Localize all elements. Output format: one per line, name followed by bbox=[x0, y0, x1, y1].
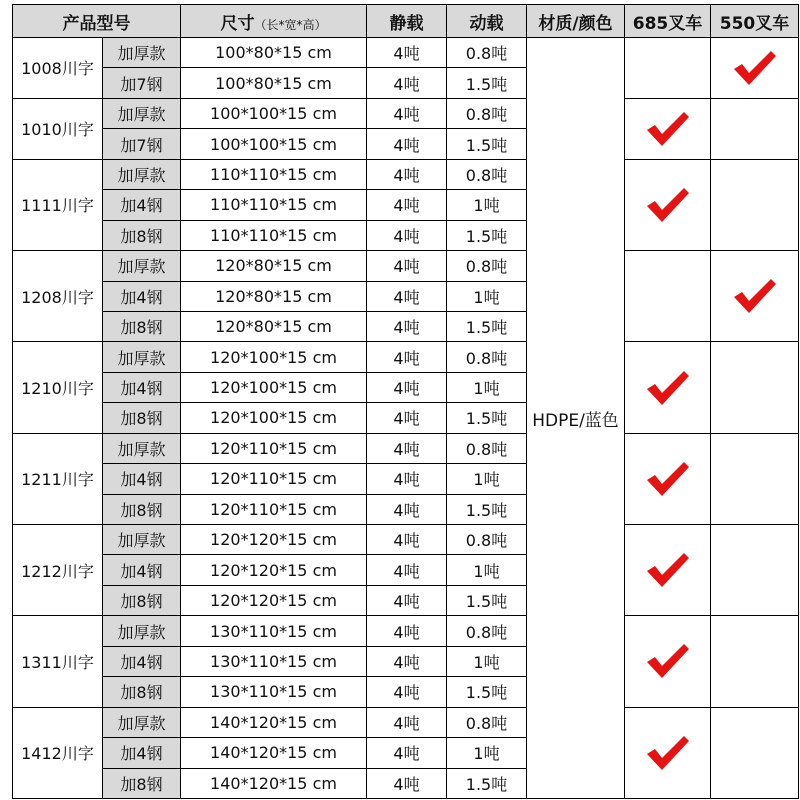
size-cell: 110*110*15 cm bbox=[181, 159, 367, 189]
forklift-685-cell bbox=[625, 433, 711, 524]
static-load-cell: 4吨 bbox=[367, 525, 447, 555]
header-forklift-550: 550叉车 bbox=[711, 5, 799, 38]
static-load-cell: 4吨 bbox=[367, 129, 447, 159]
dynamic-load-cell: 0.8吨 bbox=[447, 525, 527, 555]
size-cell: 130*110*15 cm bbox=[181, 616, 367, 646]
dynamic-load-cell: 1吨 bbox=[447, 372, 527, 402]
variant-cell: 加8钢 bbox=[103, 494, 181, 524]
size-cell: 120*120*15 cm bbox=[181, 525, 367, 555]
check-icon bbox=[645, 110, 691, 148]
check-icon bbox=[645, 369, 691, 407]
size-cell: 140*120*15 cm bbox=[181, 768, 367, 799]
forklift-550-cell bbox=[711, 38, 799, 99]
static-load-cell: 4吨 bbox=[367, 251, 447, 281]
variant-cell: 加厚款 bbox=[103, 525, 181, 555]
header-size-label: 尺寸 bbox=[220, 13, 255, 34]
size-cell: 100*100*15 cm bbox=[181, 129, 367, 159]
size-cell: 120*110*15 cm bbox=[181, 433, 367, 463]
size-cell: 100*80*15 cm bbox=[181, 38, 367, 68]
table-row bbox=[13, 433, 799, 463]
static-load-cell: 4吨 bbox=[367, 616, 447, 646]
check-icon bbox=[645, 551, 691, 589]
static-load-cell: 4吨 bbox=[367, 311, 447, 341]
static-load-cell: 4吨 bbox=[367, 555, 447, 585]
dynamic-load-cell: 0.8吨 bbox=[447, 98, 527, 128]
variant-cell: 加8钢 bbox=[103, 677, 181, 707]
dynamic-load-cell: 1.5吨 bbox=[447, 585, 527, 615]
forklift-685-cell bbox=[625, 525, 711, 616]
model-cell: 1212川字 bbox=[13, 525, 103, 616]
size-cell: 120*80*15 cm bbox=[181, 281, 367, 311]
size-cell: 130*110*15 cm bbox=[181, 677, 367, 707]
variant-cell: 加4钢 bbox=[103, 555, 181, 585]
table-row bbox=[13, 616, 799, 646]
forklift-685-cell bbox=[625, 342, 711, 433]
size-cell: 120*120*15 cm bbox=[181, 555, 367, 585]
dynamic-load-cell: 0.8吨 bbox=[447, 38, 527, 68]
size-cell: 100*80*15 cm bbox=[181, 68, 367, 98]
forklift-550-cell bbox=[711, 251, 799, 342]
forklift-685-cell bbox=[625, 251, 711, 342]
static-load-cell: 4吨 bbox=[367, 464, 447, 494]
size-cell: 120*80*15 cm bbox=[181, 311, 367, 341]
variant-cell: 加厚款 bbox=[103, 342, 181, 372]
static-load-cell: 4吨 bbox=[367, 585, 447, 615]
header-dynamic-load: 动载 bbox=[447, 5, 527, 38]
variant-cell: 加厚款 bbox=[103, 251, 181, 281]
static-load-cell: 4吨 bbox=[367, 220, 447, 250]
static-load-cell: 4吨 bbox=[367, 403, 447, 433]
check-icon bbox=[645, 734, 691, 772]
table-row bbox=[13, 251, 799, 281]
table-row bbox=[13, 38, 799, 68]
variant-cell: 加8钢 bbox=[103, 311, 181, 341]
forklift-550-cell bbox=[711, 159, 799, 250]
size-cell: 120*110*15 cm bbox=[181, 464, 367, 494]
table-row bbox=[13, 525, 799, 555]
size-cell: 110*110*15 cm bbox=[181, 220, 367, 250]
dynamic-load-cell: 1吨 bbox=[447, 190, 527, 220]
size-cell: 100*100*15 cm bbox=[181, 98, 367, 128]
check-icon bbox=[645, 460, 691, 498]
dynamic-load-cell: 1吨 bbox=[447, 738, 527, 768]
header-forklift-685: 685叉车 bbox=[625, 5, 711, 38]
size-cell: 140*120*15 cm bbox=[181, 707, 367, 737]
size-cell: 140*120*15 cm bbox=[181, 738, 367, 768]
variant-cell: 加8钢 bbox=[103, 403, 181, 433]
dynamic-load-cell: 0.8吨 bbox=[447, 251, 527, 281]
variant-cell: 加厚款 bbox=[103, 707, 181, 737]
model-cell: 1211川字 bbox=[13, 433, 103, 524]
dynamic-load-cell: 1吨 bbox=[447, 464, 527, 494]
variant-cell: 加4钢 bbox=[103, 646, 181, 676]
header-row bbox=[13, 5, 799, 38]
static-load-cell: 4吨 bbox=[367, 372, 447, 402]
static-load-cell: 4吨 bbox=[367, 646, 447, 676]
static-load-cell: 4吨 bbox=[367, 738, 447, 768]
static-load-cell: 4吨 bbox=[367, 433, 447, 463]
forklift-550-cell bbox=[711, 525, 799, 616]
table-row bbox=[13, 159, 799, 189]
variant-cell: 加8钢 bbox=[103, 768, 181, 799]
dynamic-load-cell: 0.8吨 bbox=[447, 433, 527, 463]
forklift-550-cell bbox=[711, 707, 799, 798]
variant-cell: 加7钢 bbox=[103, 68, 181, 98]
header-size-sub: （长*宽*高） bbox=[254, 17, 327, 32]
model-cell: 1412川字 bbox=[13, 707, 103, 798]
forklift-685-cell bbox=[625, 707, 711, 798]
spec-table bbox=[12, 4, 799, 799]
static-load-cell: 4吨 bbox=[367, 98, 447, 128]
variant-cell: 加8钢 bbox=[103, 220, 181, 250]
dynamic-load-cell: 1.5吨 bbox=[447, 677, 527, 707]
forklift-550-cell bbox=[711, 342, 799, 433]
variant-cell: 加厚款 bbox=[103, 433, 181, 463]
forklift-685-cell bbox=[625, 98, 711, 159]
forklift-685-cell bbox=[625, 38, 711, 99]
dynamic-load-cell: 0.8吨 bbox=[447, 159, 527, 189]
dynamic-load-cell: 1.5吨 bbox=[447, 220, 527, 250]
table-body bbox=[13, 38, 799, 799]
variant-cell: 加厚款 bbox=[103, 616, 181, 646]
static-load-cell: 4吨 bbox=[367, 159, 447, 189]
variant-cell: 加7钢 bbox=[103, 129, 181, 159]
header-size bbox=[181, 5, 367, 38]
size-cell: 120*80*15 cm bbox=[181, 251, 367, 281]
variant-cell: 加4钢 bbox=[103, 464, 181, 494]
size-cell: 120*110*15 cm bbox=[181, 494, 367, 524]
static-load-cell: 4吨 bbox=[367, 342, 447, 372]
dynamic-load-cell: 0.8吨 bbox=[447, 616, 527, 646]
dynamic-load-cell: 1吨 bbox=[447, 281, 527, 311]
size-cell: 110*110*15 cm bbox=[181, 190, 367, 220]
forklift-550-cell bbox=[711, 98, 799, 159]
model-cell: 1010川字 bbox=[13, 98, 103, 159]
variant-cell: 加8钢 bbox=[103, 585, 181, 615]
static-load-cell: 4吨 bbox=[367, 38, 447, 68]
model-cell: 1210川字 bbox=[13, 342, 103, 433]
size-cell: 130*110*15 cm bbox=[181, 646, 367, 676]
dynamic-load-cell: 1.5吨 bbox=[447, 68, 527, 98]
table-row bbox=[13, 707, 799, 737]
dynamic-load-cell: 1.5吨 bbox=[447, 129, 527, 159]
size-cell: 120*100*15 cm bbox=[181, 403, 367, 433]
model-cell: 1008川字 bbox=[13, 38, 103, 99]
variant-cell: 加4钢 bbox=[103, 372, 181, 402]
static-load-cell: 4吨 bbox=[367, 768, 447, 799]
size-cell: 120*120*15 cm bbox=[181, 585, 367, 615]
dynamic-load-cell: 1.5吨 bbox=[447, 311, 527, 341]
size-cell: 120*100*15 cm bbox=[181, 342, 367, 372]
table-row bbox=[13, 98, 799, 128]
model-cell: 1208川字 bbox=[13, 251, 103, 342]
variant-cell: 加厚款 bbox=[103, 159, 181, 189]
check-icon bbox=[732, 49, 778, 87]
static-load-cell: 4吨 bbox=[367, 707, 447, 737]
dynamic-load-cell: 1.5吨 bbox=[447, 403, 527, 433]
dynamic-load-cell: 1.5吨 bbox=[447, 768, 527, 799]
check-icon bbox=[732, 277, 778, 315]
size-cell: 120*100*15 cm bbox=[181, 372, 367, 402]
table-row bbox=[13, 342, 799, 372]
variant-cell: 加4钢 bbox=[103, 190, 181, 220]
material-cell: HDPE/蓝色 bbox=[527, 38, 625, 799]
header-model: 产品型号 bbox=[13, 5, 181, 38]
variant-cell: 加厚款 bbox=[103, 38, 181, 68]
forklift-550-cell bbox=[711, 616, 799, 707]
static-load-cell: 4吨 bbox=[367, 677, 447, 707]
variant-cell: 加厚款 bbox=[103, 98, 181, 128]
model-cell: 1311川字 bbox=[13, 616, 103, 707]
static-load-cell: 4吨 bbox=[367, 281, 447, 311]
forklift-550-cell bbox=[711, 433, 799, 524]
static-load-cell: 4吨 bbox=[367, 494, 447, 524]
forklift-685-cell bbox=[625, 159, 711, 250]
dynamic-load-cell: 1吨 bbox=[447, 555, 527, 585]
header-static-load: 静载 bbox=[367, 5, 447, 38]
static-load-cell: 4吨 bbox=[367, 68, 447, 98]
forklift-685-cell bbox=[625, 616, 711, 707]
variant-cell: 加4钢 bbox=[103, 281, 181, 311]
static-load-cell: 4吨 bbox=[367, 190, 447, 220]
check-icon bbox=[645, 642, 691, 680]
header-material: 材质/颜色 bbox=[527, 5, 625, 38]
variant-cell: 加4钢 bbox=[103, 738, 181, 768]
dynamic-load-cell: 1.5吨 bbox=[447, 494, 527, 524]
dynamic-load-cell: 0.8吨 bbox=[447, 342, 527, 372]
check-icon bbox=[645, 186, 691, 224]
dynamic-load-cell: 0.8吨 bbox=[447, 707, 527, 737]
dynamic-load-cell: 1吨 bbox=[447, 646, 527, 676]
model-cell: 1111川字 bbox=[13, 159, 103, 250]
